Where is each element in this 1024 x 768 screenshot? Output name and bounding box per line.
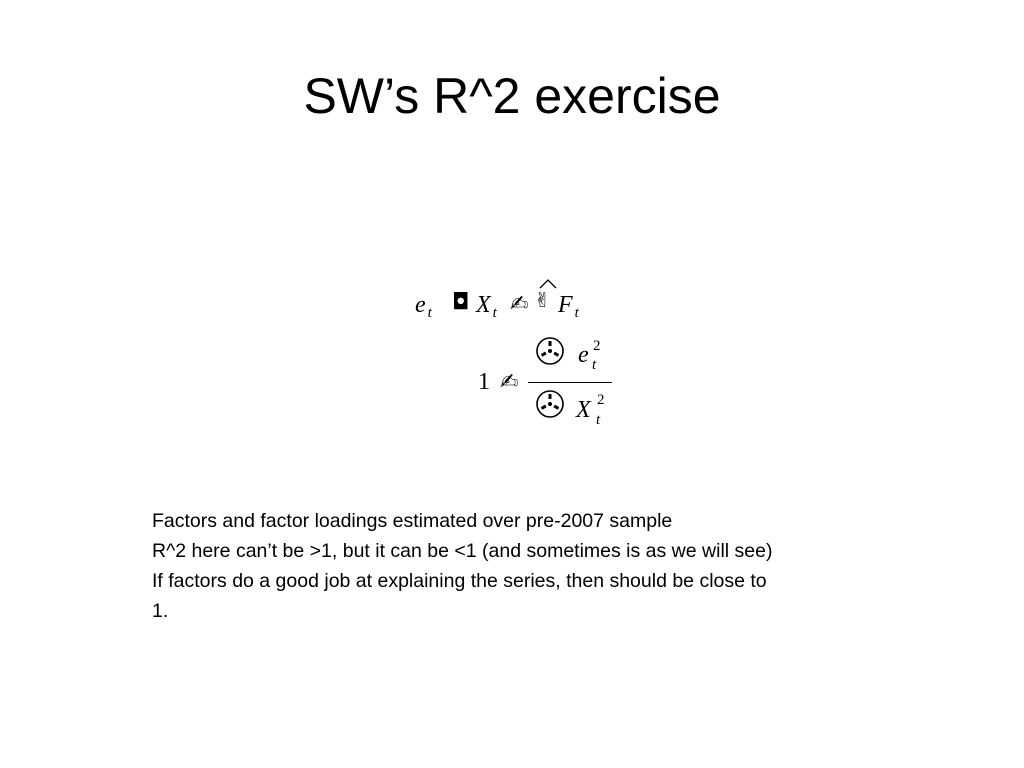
eq-numerator-sup: 2: [593, 338, 601, 354]
eq-denominator-sum-icon: [535, 389, 565, 419]
note-line-4: 1.: [152, 600, 169, 622]
eq-f-t: F $_t$: [558, 292, 579, 321]
eq-denominator-sup: 2: [597, 392, 605, 408]
note-line-3: If factors do a good job at explaining the series, then should be close to: [152, 570, 767, 592]
eq-denominator-x: X: [576, 397, 591, 423]
slide-title: SW’s R^2 exercise: [303, 68, 721, 124]
slide-notes: [152, 506, 912, 626]
note-line-1: Factors and factor loadings estimated over pre-2007 sample: [152, 510, 673, 532]
eq-numerator-e: e: [578, 342, 589, 368]
eq-denominator-sub: t: [596, 412, 601, 428]
eq-hat-accent: [538, 278, 558, 290]
eq-x-t: X $_t$: [476, 292, 497, 321]
eq-e-t: e $_t$: [415, 292, 432, 321]
eq-writing-hand-glyph: ✍: [510, 292, 529, 317]
eq-writing-hand-glyph-2: ✍: [500, 370, 519, 395]
eq-hand-glyph: ✌: [534, 288, 551, 312]
eq-one: 1: [478, 369, 490, 395]
eq-numerator-sub: t: [592, 357, 597, 373]
note-line-2: R^2 here can’t be >1, but it can be <1 (and sometimes is as we will see): [152, 540, 773, 562]
eq-numerator-sum-icon: [535, 336, 565, 366]
eq-fraction-bar: [528, 382, 612, 383]
eq-symbol-glyph: ◘: [452, 290, 470, 315]
